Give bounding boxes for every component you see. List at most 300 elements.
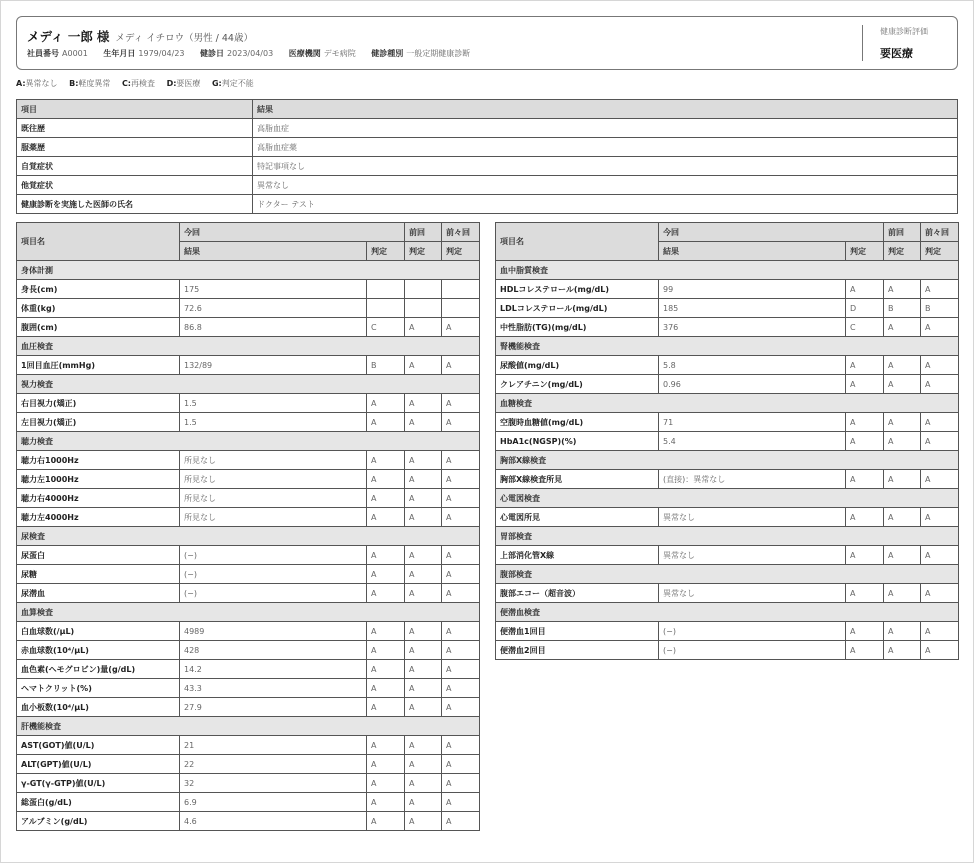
result-row <box>17 508 480 527</box>
result-item-name: 聴力左4000Hz <box>17 508 180 527</box>
history-result: 高脂血症薬 <box>253 138 958 157</box>
judgment-before-previous: A <box>442 470 480 489</box>
result-row <box>17 679 480 698</box>
judgment-before-previous: A <box>442 698 480 717</box>
judgment-before-previous: A <box>442 356 480 375</box>
history-header-item: 項目 <box>17 100 253 119</box>
judgment-before-previous: A <box>442 508 480 527</box>
result-item-name: AST(GOT)値(U/L) <box>17 736 180 755</box>
result-row <box>496 622 959 641</box>
result-item-name: 1回目血圧(mmHg) <box>17 356 180 375</box>
judgment-current: A <box>367 793 405 812</box>
medical-history-table <box>16 99 958 214</box>
checkup-date-label: 健診日 <box>200 49 225 58</box>
judgment-current: A <box>367 641 405 660</box>
judgment-current: A <box>367 470 405 489</box>
judgment-previous: A <box>405 793 442 812</box>
result-value: 99 <box>659 280 846 299</box>
result-item-name: 聴力右1000Hz <box>17 451 180 470</box>
result-value: 71 <box>659 413 846 432</box>
result-value: (−) <box>180 546 367 565</box>
result-row <box>496 280 959 299</box>
judgment-previous: A <box>884 318 921 337</box>
judgment-previous: A <box>405 736 442 755</box>
section-row <box>496 337 959 356</box>
legend-item-c: C:再検査 <box>121 79 156 88</box>
judgment-current: C <box>367 318 405 337</box>
judgment-previous: A <box>884 584 921 603</box>
result-row <box>496 375 959 394</box>
header-before-previous: 前々回 <box>921 223 959 242</box>
result-item-name: 便潜血2回目 <box>496 641 659 660</box>
judgment-before-previous: A <box>442 774 480 793</box>
header-item-name: 項目名 <box>17 223 180 261</box>
judgment-previous: A <box>884 641 921 660</box>
history-row <box>17 176 958 195</box>
result-row <box>496 508 959 527</box>
result-value: 72.6 <box>180 299 367 318</box>
result-value: 21 <box>180 736 367 755</box>
header-judgment-previous: 判定 <box>884 242 921 261</box>
judgment-before-previous: A <box>442 451 480 470</box>
judgment-before-previous: A <box>442 318 480 337</box>
section-row <box>17 527 480 546</box>
result-value: 5.4 <box>659 432 846 451</box>
judgment-previous: A <box>405 413 442 432</box>
medical-institution-value: デモ病院 <box>323 49 356 58</box>
checkup-type-label: 健診種別 <box>371 49 404 58</box>
header-current: 今回 <box>180 223 405 242</box>
result-item-name: 総蛋白(g/dL) <box>17 793 180 812</box>
result-row <box>17 793 480 812</box>
section-title: 尿検査 <box>17 527 480 546</box>
result-value: (−) <box>180 565 367 584</box>
result-value: (−) <box>180 584 367 603</box>
result-value: 14.2 <box>180 660 367 679</box>
judgment-before-previous: A <box>442 793 480 812</box>
result-row <box>17 622 480 641</box>
judgment-previous: A <box>405 489 442 508</box>
result-item-name: 尿潜血 <box>17 584 180 603</box>
section-title: 血中脂質検査 <box>496 261 959 280</box>
result-row <box>17 755 480 774</box>
evaluation-value: 要医療 <box>880 47 913 60</box>
result-value: 43.3 <box>180 679 367 698</box>
judgment-previous: A <box>405 394 442 413</box>
header-judgment-current: 判定 <box>846 242 884 261</box>
judgment-current <box>367 280 405 299</box>
result-row <box>17 660 480 679</box>
legend-item-d: D:要医療 <box>166 79 201 88</box>
history-result: ドクター テスト <box>253 195 958 214</box>
judgment-current: A <box>367 413 405 432</box>
section-title: 視力検査 <box>17 375 480 394</box>
judgment-before-previous: A <box>921 584 959 603</box>
judgment-previous: A <box>884 413 921 432</box>
section-row <box>496 261 959 280</box>
evaluation-label: 健康診断評価 <box>880 27 928 36</box>
result-row <box>496 318 959 337</box>
result-item-name: HDLコレステロール(mg/dL) <box>496 280 659 299</box>
result-value: 22 <box>180 755 367 774</box>
judgment-current: A <box>367 679 405 698</box>
judgment-previous: A <box>884 280 921 299</box>
judgment-current: D <box>846 299 884 318</box>
judgment-current: C <box>846 318 884 337</box>
result-value: 32 <box>180 774 367 793</box>
judgment-previous: A <box>884 546 921 565</box>
birth-date-label: 生年月日 <box>103 49 136 58</box>
judgment-previous: A <box>405 451 442 470</box>
section-row <box>17 603 480 622</box>
judgment-current: A <box>367 622 405 641</box>
judgment-current: A <box>367 736 405 755</box>
judgment-previous: A <box>884 375 921 394</box>
result-item-name: 血小板数(10⁴/μL) <box>17 698 180 717</box>
judgment-before-previous: A <box>442 641 480 660</box>
judgment-previous: A <box>884 356 921 375</box>
judgment-current: A <box>367 394 405 413</box>
result-item-name: 心電図所見 <box>496 508 659 527</box>
judgment-current: A <box>846 584 884 603</box>
judgment-current: A <box>367 812 405 831</box>
judgment-before-previous: A <box>921 280 959 299</box>
judgment-current: A <box>367 774 405 793</box>
judgment-previous: A <box>405 584 442 603</box>
patient-header <box>16 16 958 70</box>
result-value: 異常なし <box>659 584 846 603</box>
history-row <box>17 138 958 157</box>
judgment-before-previous: A <box>442 755 480 774</box>
judgment-current: A <box>367 508 405 527</box>
result-row <box>17 413 480 432</box>
history-row <box>17 157 958 176</box>
result-item-name: 腹囲(cm) <box>17 318 180 337</box>
result-item-name: 腹部エコー（超音波） <box>496 584 659 603</box>
header-judgment-current: 判定 <box>367 242 405 261</box>
results-table-left <box>16 222 480 831</box>
result-row <box>17 451 480 470</box>
judgment-current: A <box>367 565 405 584</box>
judgment-before-previous: A <box>442 736 480 755</box>
judgment-current: A <box>846 470 884 489</box>
history-row <box>17 119 958 138</box>
judgment-current: A <box>846 508 884 527</box>
judgment-before-previous: A <box>442 584 480 603</box>
legend-item-b: B:軽度異常 <box>69 79 111 88</box>
judgment-before-previous: A <box>442 546 480 565</box>
header-previous: 前回 <box>405 223 442 242</box>
judgment-previous: A <box>405 508 442 527</box>
result-item-name: LDLコレステロール(mg/dL) <box>496 299 659 318</box>
result-item-name: ALT(GPT)値(U/L) <box>17 755 180 774</box>
judgment-previous: A <box>884 508 921 527</box>
result-row <box>17 584 480 603</box>
judgment-current <box>367 299 405 318</box>
header-current: 今回 <box>659 223 884 242</box>
header-result: 結果 <box>659 242 846 261</box>
result-value: (直接)：異常なし <box>659 470 846 489</box>
result-item-name: ヘマトクリット(%) <box>17 679 180 698</box>
judgment-previous: A <box>405 641 442 660</box>
evaluation-box <box>862 25 957 61</box>
result-item-name: 聴力左1000Hz <box>17 470 180 489</box>
section-row <box>17 375 480 394</box>
history-result: 異常なし <box>253 176 958 195</box>
history-result: 高脂血症 <box>253 119 958 138</box>
history-header-result: 結果 <box>253 100 958 119</box>
section-row <box>496 451 959 470</box>
result-value: 異常なし <box>659 546 846 565</box>
result-row <box>17 280 480 299</box>
judgment-current: A <box>367 660 405 679</box>
section-row <box>17 261 480 280</box>
judgment-before-previous: A <box>921 318 959 337</box>
result-item-name: 赤血球数(10⁴/μL) <box>17 641 180 660</box>
history-row <box>17 195 958 214</box>
result-item-name: 尿蛋白 <box>17 546 180 565</box>
result-value: 428 <box>180 641 367 660</box>
result-row <box>17 356 480 375</box>
result-item-name: 白血球数(/μL) <box>17 622 180 641</box>
checkup-type-value: 一般定期健康診断 <box>406 49 471 58</box>
result-item-name: 聴力右4000Hz <box>17 489 180 508</box>
judgment-current: A <box>846 280 884 299</box>
judgment-before-previous: A <box>921 622 959 641</box>
section-title: 血糖検査 <box>496 394 959 413</box>
result-row <box>17 698 480 717</box>
judgment-before-previous <box>442 280 480 299</box>
judgment-before-previous: A <box>921 356 959 375</box>
judgment-previous: B <box>884 299 921 318</box>
judgment-before-previous: B <box>921 299 959 318</box>
judgment-before-previous: A <box>442 565 480 584</box>
judgment-previous: A <box>884 432 921 451</box>
judgment-before-previous: A <box>921 470 959 489</box>
result-row <box>496 470 959 489</box>
result-item-name: 空腹時血糖値(mg/dL) <box>496 413 659 432</box>
judgment-previous <box>405 299 442 318</box>
history-item: 健康診断を実施した医師の氏名 <box>17 195 253 214</box>
judgment-before-previous: A <box>442 489 480 508</box>
judgment-current: A <box>846 413 884 432</box>
header-judgment-previous: 判定 <box>405 242 442 261</box>
section-title: 腎機能検査 <box>496 337 959 356</box>
result-value: (−) <box>659 641 846 660</box>
result-row <box>17 774 480 793</box>
patient-name-line <box>27 27 253 45</box>
result-row <box>496 299 959 318</box>
judgment-previous: A <box>405 660 442 679</box>
judgment-previous: A <box>405 318 442 337</box>
header-judgment-before-previous: 判定 <box>921 242 959 261</box>
result-value: 132/89 <box>180 356 367 375</box>
judgment-previous: A <box>405 470 442 489</box>
judgment-before-previous: A <box>442 413 480 432</box>
result-value: 185 <box>659 299 846 318</box>
result-item-name: 上部消化管X線 <box>496 546 659 565</box>
result-row <box>496 546 959 565</box>
result-row <box>17 470 480 489</box>
result-item-name: クレアチニン(mg/dL) <box>496 375 659 394</box>
result-item-name: 胸部X線検査所見 <box>496 470 659 489</box>
history-item: 他覚症状 <box>17 176 253 195</box>
header-previous: 前回 <box>884 223 921 242</box>
section-title: 血算検査 <box>17 603 480 622</box>
result-value: 1.5 <box>180 394 367 413</box>
section-title: 胃部検査 <box>496 527 959 546</box>
history-item: 既往歴 <box>17 119 253 138</box>
section-title: 聴力検査 <box>17 432 480 451</box>
judgment-previous: A <box>405 698 442 717</box>
judgment-before-previous: A <box>921 432 959 451</box>
result-value: 所見なし <box>180 508 367 527</box>
judgment-before-previous: A <box>921 508 959 527</box>
result-item-name: 尿糖 <box>17 565 180 584</box>
section-row <box>17 432 480 451</box>
judgment-current: A <box>367 451 405 470</box>
result-value: (−) <box>659 622 846 641</box>
section-row <box>496 394 959 413</box>
judgment-legend <box>16 78 263 89</box>
section-title: 肝機能検査 <box>17 717 480 736</box>
judgment-before-previous <box>442 299 480 318</box>
result-item-name: HbA1c(NGSP)(%) <box>496 432 659 451</box>
judgment-current: A <box>846 375 884 394</box>
judgment-before-previous: A <box>921 546 959 565</box>
result-value: 86.8 <box>180 318 367 337</box>
history-result: 特記事項なし <box>253 157 958 176</box>
result-row <box>496 413 959 432</box>
judgment-before-previous: A <box>442 394 480 413</box>
result-row <box>17 489 480 508</box>
judgment-previous <box>405 280 442 299</box>
birth-date-value: 1979/04/23 <box>138 49 185 58</box>
header-before-previous: 前々回 <box>442 223 480 242</box>
result-row <box>17 299 480 318</box>
section-title: 身体計測 <box>17 261 480 280</box>
judgment-current: A <box>846 356 884 375</box>
result-value: 異常なし <box>659 508 846 527</box>
result-row <box>17 641 480 660</box>
result-value: 6.9 <box>180 793 367 812</box>
legend-item-g: G:判定不能 <box>211 79 254 88</box>
result-item-name: 身長(cm) <box>17 280 180 299</box>
result-row <box>17 812 480 831</box>
history-item: 服薬歴 <box>17 138 253 157</box>
result-item-name: 中性脂肪(TG)(mg/dL) <box>496 318 659 337</box>
result-value: 27.9 <box>180 698 367 717</box>
legend-item-a: A:異常なし <box>16 79 58 88</box>
judgment-current: A <box>367 584 405 603</box>
result-value: 所見なし <box>180 489 367 508</box>
result-value: 4989 <box>180 622 367 641</box>
section-row <box>17 337 480 356</box>
result-value: 0.96 <box>659 375 846 394</box>
judgment-before-previous: A <box>442 660 480 679</box>
result-value: 所見なし <box>180 451 367 470</box>
patient-name: メディ 一郎 <box>27 29 93 44</box>
result-value: 4.6 <box>180 812 367 831</box>
judgment-previous: A <box>405 774 442 793</box>
judgment-current: A <box>846 641 884 660</box>
result-item-name: γ-GT(γ-GTP)値(U/L) <box>17 774 180 793</box>
result-row <box>17 318 480 337</box>
result-item-name: 右目視力(矯正) <box>17 394 180 413</box>
checkup-date-value: 2023/04/03 <box>227 49 274 58</box>
header-item-name: 項目名 <box>496 223 659 261</box>
result-value: 175 <box>180 280 367 299</box>
section-title: 心電図検査 <box>496 489 959 508</box>
result-row <box>17 394 480 413</box>
judgment-current: A <box>846 546 884 565</box>
judgment-current: A <box>367 698 405 717</box>
judgment-before-previous: A <box>921 641 959 660</box>
header-judgment-before-previous: 判定 <box>442 242 480 261</box>
result-row <box>496 641 959 660</box>
result-value: 所見なし <box>180 470 367 489</box>
patient-kana-info: メディ イチロウ（男性 / 44歳） <box>115 33 253 44</box>
judgment-previous: A <box>405 546 442 565</box>
header-result: 結果 <box>180 242 367 261</box>
section-title: 便潜血検査 <box>496 603 959 622</box>
judgment-current: A <box>846 432 884 451</box>
judgment-previous: A <box>884 470 921 489</box>
result-row <box>17 546 480 565</box>
judgment-previous: A <box>405 622 442 641</box>
judgment-before-previous: A <box>921 413 959 432</box>
result-item-name: 尿酸値(mg/dL) <box>496 356 659 375</box>
employee-id-value: A0001 <box>62 49 88 58</box>
result-value: 1.5 <box>180 413 367 432</box>
judgment-previous: A <box>405 679 442 698</box>
patient-honorific: 様 <box>96 29 110 44</box>
result-item-name: 体重(kg) <box>17 299 180 318</box>
results-table-right <box>495 222 959 660</box>
judgment-current: B <box>367 356 405 375</box>
judgment-before-previous: A <box>442 622 480 641</box>
history-item: 自覚症状 <box>17 157 253 176</box>
result-row <box>17 736 480 755</box>
employee-id-label: 社員番号 <box>27 49 59 58</box>
medical-institution-label: 医療機関 <box>288 49 321 58</box>
judgment-previous: A <box>405 812 442 831</box>
judgment-before-previous: A <box>442 679 480 698</box>
section-row <box>496 603 959 622</box>
judgment-current: A <box>367 546 405 565</box>
section-row <box>496 527 959 546</box>
result-item-name: 左目視力(矯正) <box>17 413 180 432</box>
section-row <box>496 565 959 584</box>
section-row <box>496 489 959 508</box>
judgment-current: A <box>846 622 884 641</box>
section-title: 胸部X線検査 <box>496 451 959 470</box>
judgment-current: A <box>367 755 405 774</box>
judgment-previous: A <box>405 755 442 774</box>
judgment-previous: A <box>405 356 442 375</box>
section-title: 血圧検査 <box>17 337 480 356</box>
result-row <box>17 565 480 584</box>
judgment-before-previous: A <box>921 375 959 394</box>
result-value: 376 <box>659 318 846 337</box>
section-row <box>17 717 480 736</box>
result-item-name: 便潜血1回目 <box>496 622 659 641</box>
judgment-previous: A <box>405 565 442 584</box>
result-row <box>496 432 959 451</box>
judgment-previous: A <box>884 622 921 641</box>
result-item-name: 血色素(ヘモグロビン)量(g/dL) <box>17 660 180 679</box>
section-title: 腹部検査 <box>496 565 959 584</box>
